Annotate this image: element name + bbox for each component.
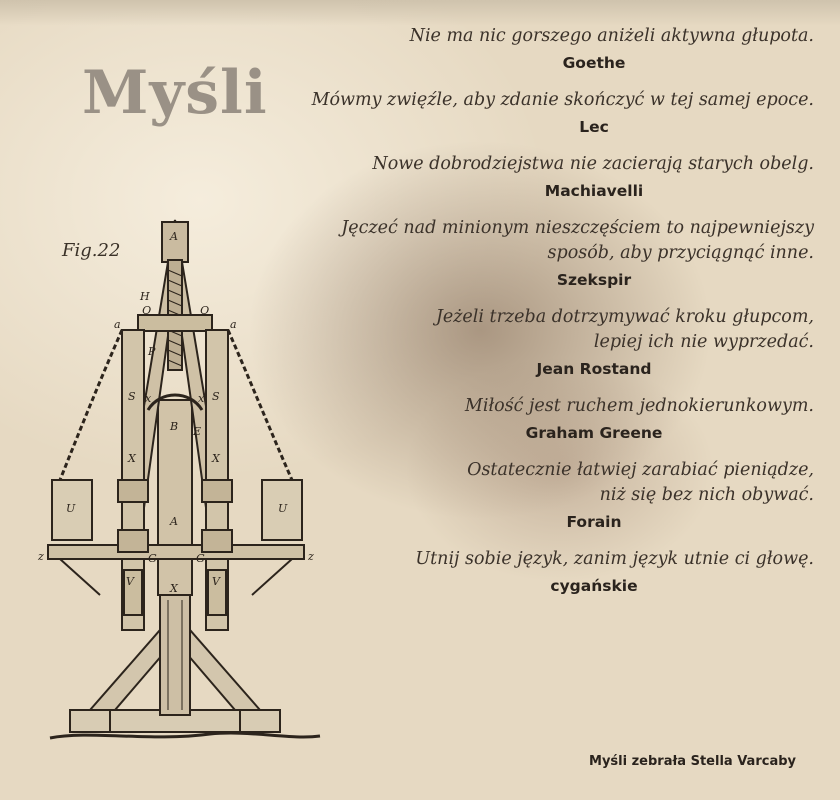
quote-author: Machiavelli: [544, 182, 644, 200]
svg-text:x: x: [145, 392, 152, 405]
svg-text:U: U: [66, 502, 76, 515]
svg-text:H: H: [140, 290, 150, 303]
svg-text:z: z: [38, 550, 44, 563]
svg-text:Q: Q: [200, 304, 210, 317]
quote-text: Jęczeć nad minionym nieszczęściem to najpewniejszy sposób, aby przyciągnąć inne.: [341, 218, 814, 263]
quote-author: Graham Greene: [525, 424, 663, 442]
quote-item: [254, 458, 814, 533]
quote-text: Mówmy zwięźle, aby zdanie skończyć w tej samej epoce.: [311, 90, 814, 110]
svg-text:X: X: [128, 452, 136, 465]
quote-item: [254, 547, 814, 597]
svg-text:G: G: [148, 552, 157, 565]
quote-item: [254, 88, 814, 138]
svg-text:V: V: [126, 575, 134, 588]
quote-text: Nowe dobrodziejstwa nie zacierają starych obelg.: [372, 154, 814, 174]
quote-text: Jeżeli trzeba dotrzymywać kroku głupcom, lepiej ich nie wyprzedać.: [435, 307, 814, 352]
quote-text: Utnij sobie język, zanim język utnie ci głowę.: [415, 549, 814, 569]
quote-author: Szekspir: [556, 271, 632, 289]
quote-text: Nie ma nic gorszego aniżeli aktywna głupota.: [409, 26, 814, 46]
svg-text:X: X: [212, 452, 220, 465]
quote-item: [254, 216, 814, 291]
svg-text:B: B: [170, 420, 179, 433]
quote-author: Forain: [566, 513, 622, 531]
svg-text:a: a: [114, 318, 121, 331]
quote-author: Goethe: [562, 54, 626, 72]
svg-text:U: U: [278, 502, 288, 515]
top-band: [0, 0, 840, 26]
quotes-list: [254, 24, 814, 611]
svg-text:S: S: [212, 390, 220, 403]
quote-item: [254, 24, 814, 74]
svg-text:a: a: [230, 318, 237, 331]
svg-text:x: x: [198, 392, 205, 405]
svg-text:A: A: [170, 230, 178, 243]
svg-text:E: E: [193, 425, 202, 438]
quote-item: [254, 305, 814, 380]
svg-text:X: X: [170, 582, 178, 595]
svg-text:G: G: [196, 552, 205, 565]
quote-author: Lec: [579, 118, 609, 136]
quote-text: Ostatecznie łatwiej zarabiać pieniądze, niż się bez nich obywać.: [467, 460, 814, 505]
svg-text:z: z: [308, 550, 314, 563]
page-title: Myśli: [82, 58, 268, 128]
svg-text:V: V: [212, 575, 220, 588]
svg-text:P: P: [148, 345, 156, 358]
credit-line: Myśli zebrała Stella Varcaby: [589, 754, 796, 769]
quote-item: [254, 394, 814, 444]
svg-text:A: A: [170, 515, 178, 528]
quote-author: Jean Rostand: [536, 360, 652, 378]
quote-item: [254, 152, 814, 202]
svg-text:S: S: [128, 390, 136, 403]
quote-text: Miłość jest ruchem jednokierunkowym.: [464, 396, 814, 416]
figure-label: Fig.22: [62, 240, 121, 261]
quote-author: cygańskie: [550, 577, 638, 595]
svg-text:Q: Q: [142, 304, 152, 317]
